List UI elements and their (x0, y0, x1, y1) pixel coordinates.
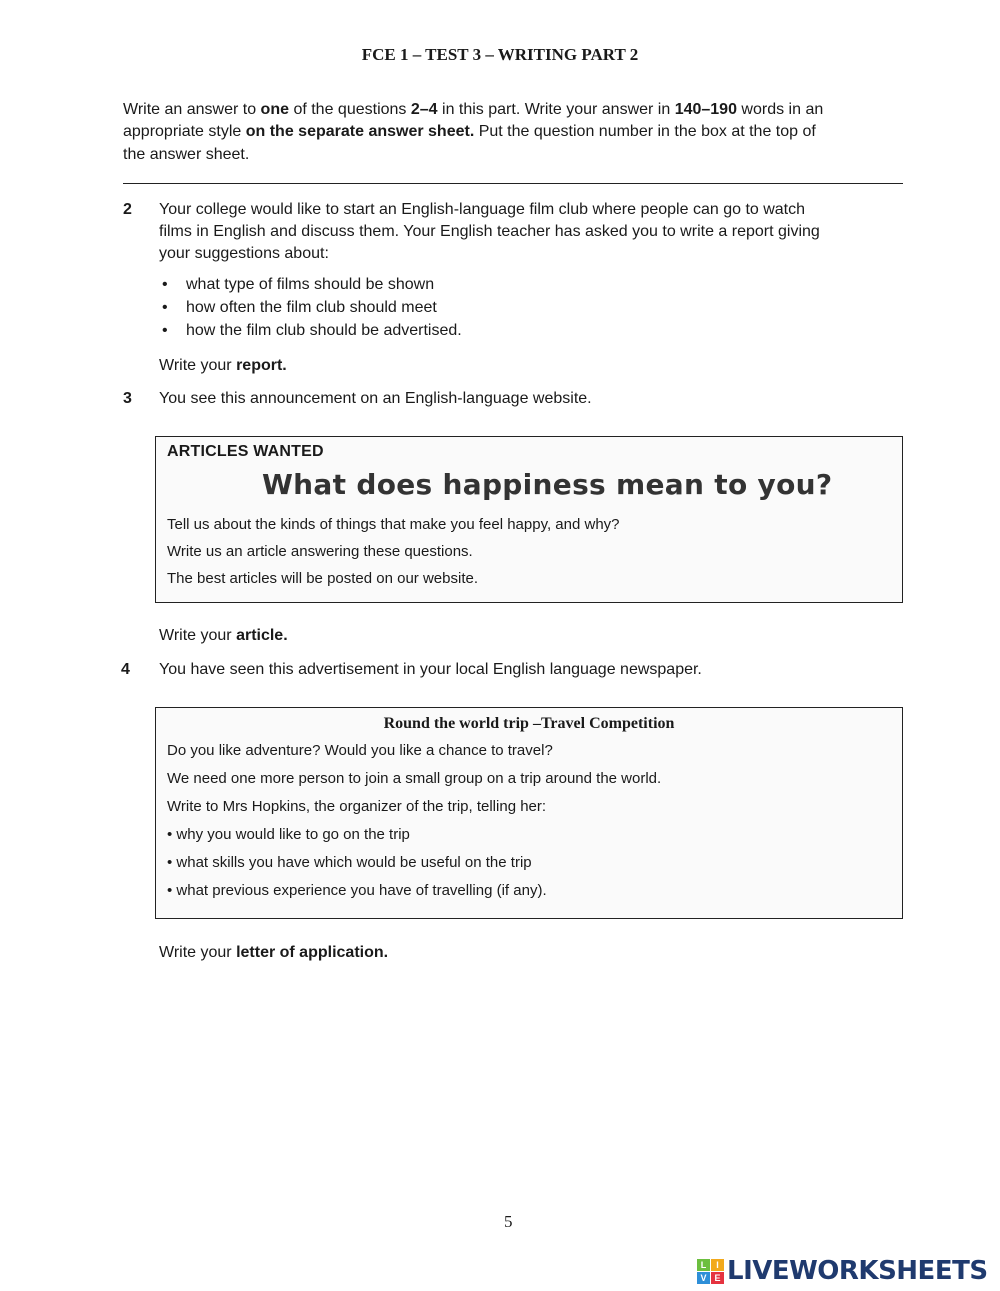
q2-line: your suggestions about: (159, 245, 329, 262)
text: letter of application. (236, 944, 389, 961)
q2-bullet: how the film club should be advertised. (186, 322, 462, 339)
text: on the separate answer sheet. (245, 123, 475, 140)
divider (123, 183, 903, 184)
q2-bullet: how often the film club should meet (186, 299, 437, 316)
liveworksheets-logo[interactable] (697, 1256, 988, 1286)
question-number-2: 2 (123, 201, 132, 218)
text: Write your (159, 357, 237, 374)
advertisement-line: Do you like adventure? Would you like a chance to travel? (167, 742, 553, 759)
advertisement-line: Write to Mrs Hopkins, the organizer of the trip, telling her: (167, 798, 547, 815)
page-number: 5 (504, 1212, 513, 1231)
announcement-headline: What does happiness mean to you? (262, 468, 833, 501)
text: Write your (159, 627, 237, 644)
bullet-icon: • (162, 322, 168, 339)
advertisement-bullet: • what skills you have which would be useful on the trip (167, 854, 532, 871)
text: words in an (736, 101, 824, 118)
text: Write your (159, 944, 237, 961)
advertisement-bullet: • why you would like to go on the trip (167, 826, 410, 843)
advertisement-box (155, 707, 903, 919)
announcement-line: Tell us about the kinds of things that make you feel happy, and why? (167, 516, 620, 533)
text: appropriate style (123, 123, 246, 140)
q2-line: films in English and discuss them. Your English teacher has asked you to write a report giving (159, 223, 820, 240)
text: 140–190 (674, 101, 737, 118)
text: of the questions (289, 101, 411, 118)
text: Write an answer to (123, 101, 261, 118)
logo-letter: I (711, 1259, 724, 1271)
announcement-label: ARTICLES WANTED (167, 443, 324, 460)
text: in this part. Write your answer in (437, 101, 675, 118)
question-number-4: 4 (121, 661, 130, 678)
logo-text: LIVEWORKSHEETS (727, 1256, 988, 1286)
question-number-3: 3 (123, 390, 132, 407)
advertisement-heading: Round the world trip –Travel Competition (383, 715, 675, 732)
q3-task (159, 625, 288, 647)
logo-letter: L (697, 1259, 710, 1271)
advertisement-line: We need one more person to join a small group on a trip around the world. (167, 770, 662, 787)
text: 2–4 (410, 101, 438, 118)
q2-task (159, 355, 287, 377)
text: report. (236, 357, 287, 374)
instructions-line-3: the answer sheet. (123, 146, 250, 163)
logo-letter: E (711, 1272, 724, 1284)
instructions-line-1 (123, 99, 823, 121)
q2-bullet: what type of films should be shown (186, 276, 435, 293)
bullet-icon: • (162, 276, 168, 293)
bullet-icon: • (162, 299, 168, 316)
q4-task (159, 942, 388, 964)
q4-text: You have seen this advertisement in your local English language newspaper. (159, 661, 702, 678)
q3-text: You see this announcement on an English-language website. (159, 390, 592, 407)
q2-line: Your college would like to start an English-language film club where people can go to watch (159, 201, 806, 218)
text: one (260, 101, 289, 118)
announcement-box (155, 436, 903, 603)
advertisement-bullet: • what previous experience you have of travelling (if any). (167, 882, 547, 899)
logo-icon (697, 1259, 724, 1284)
instructions-line-2 (123, 121, 816, 143)
logo-letter: V (697, 1272, 710, 1284)
announcement-line: The best articles will be posted on our website. (167, 570, 478, 587)
text: article. (236, 627, 288, 644)
announcement-line: Write us an article answering these questions. (167, 543, 473, 560)
text: Put the question number in the box at the top of (474, 123, 816, 140)
page-title: FCE 1 – TEST 3 – WRITING PART 2 (361, 45, 639, 64)
